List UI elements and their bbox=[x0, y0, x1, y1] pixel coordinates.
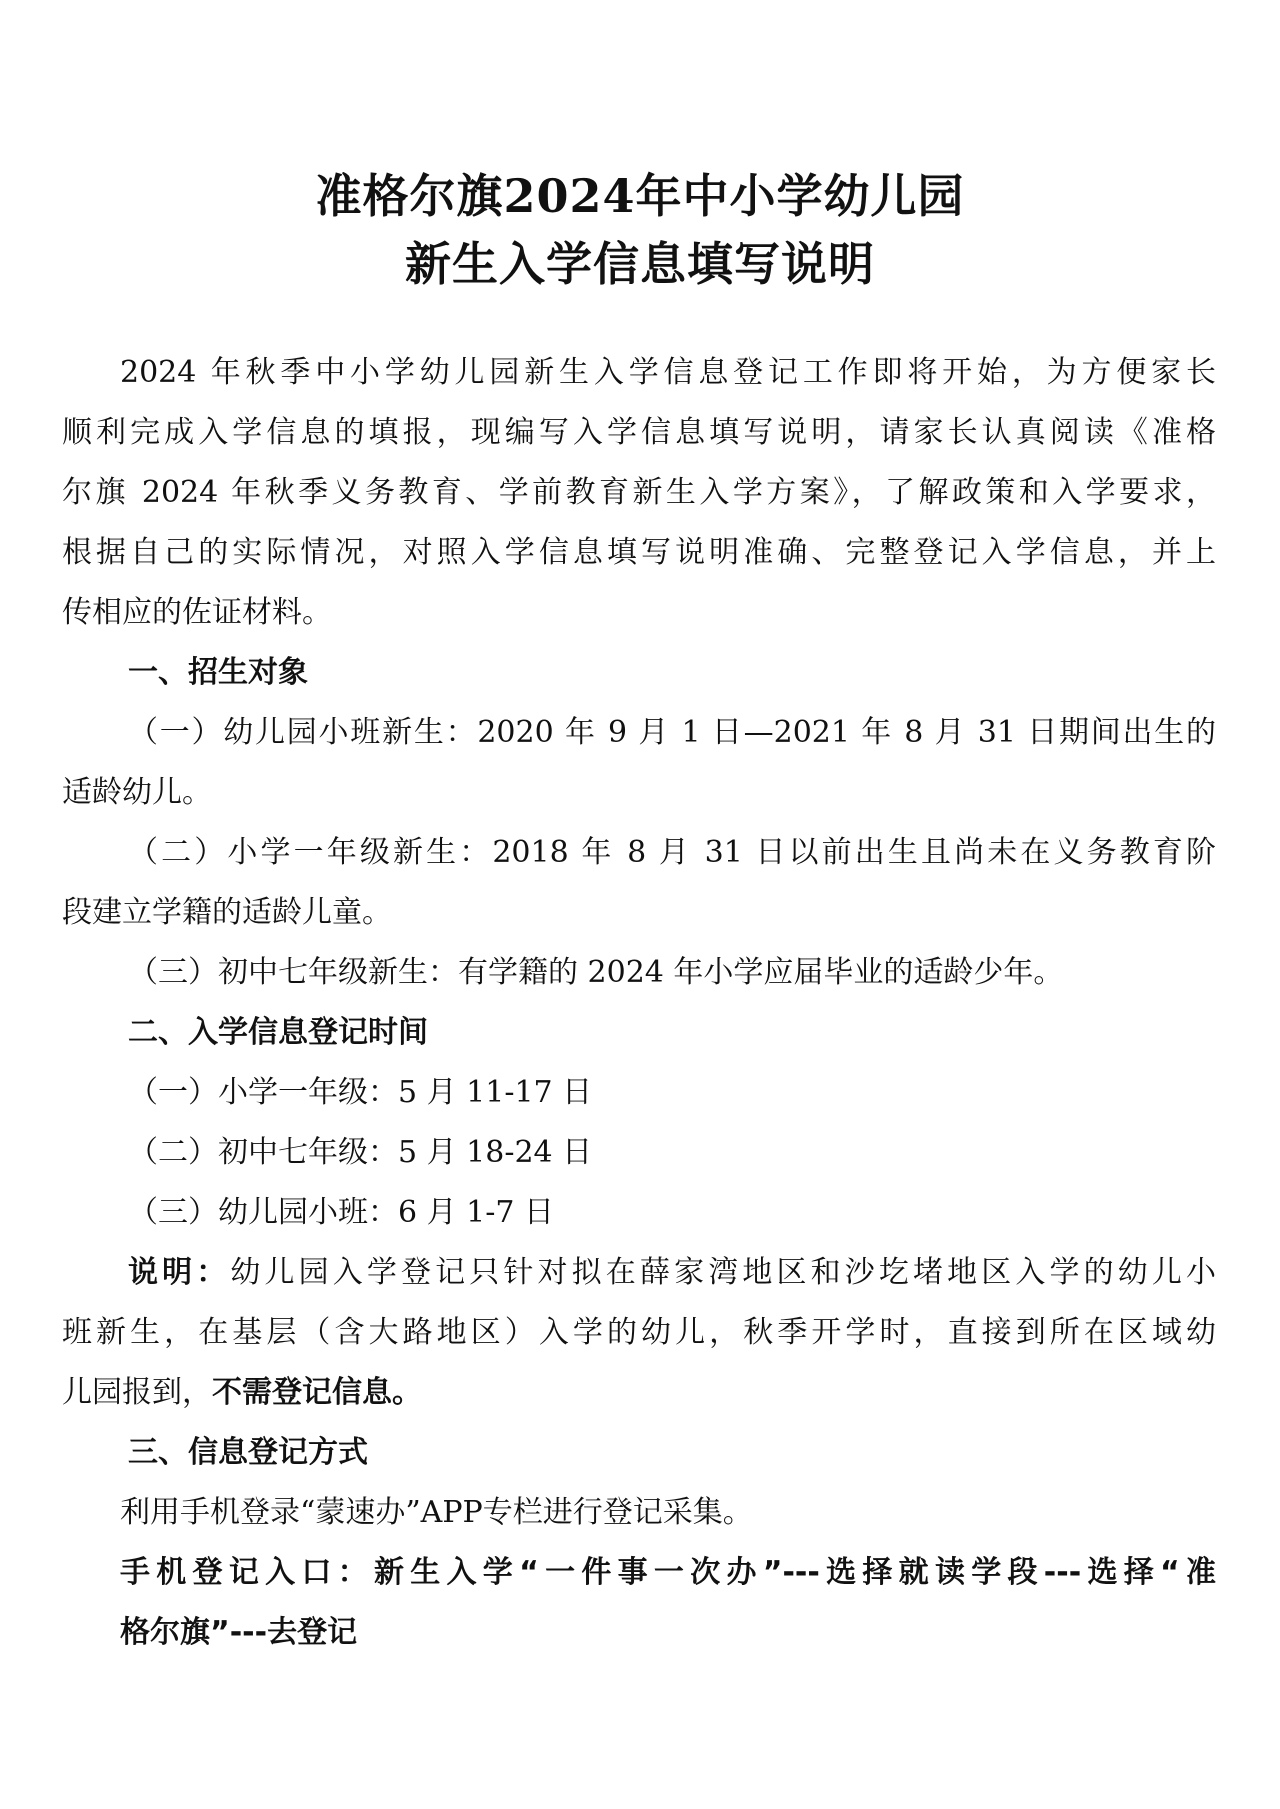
section-3-entry-line-1: 手机登记入口：新生入学“一件事一次办”---选择就读学段---选择“准 bbox=[120, 1555, 1216, 1590]
note-text: 幼儿园入学登记只针对拟在薛家湾地区和沙圪堵地区入学的幼儿小 bbox=[230, 1255, 1217, 1290]
section-3-entry-line-2: 格尔旗”---去登记 bbox=[120, 1615, 358, 1650]
section-2-item-3: （三）幼儿园小班：6 月 1-7 日 bbox=[128, 1195, 555, 1230]
section-2-heading: 二、入学信息登记时间 bbox=[128, 1015, 428, 1050]
title-line-2: 新生入学信息填写说明 bbox=[405, 237, 875, 291]
section-3-method: 利用手机登录“蒙速办”APP专栏进行登记采集。 bbox=[120, 1495, 753, 1530]
intro-line-2: 顺利完成入学信息的填报，现编写入学信息填写说明，请家长认真阅读《准格 bbox=[62, 415, 1216, 450]
section-1-heading: 一、招生对象 bbox=[128, 655, 308, 690]
note-emphasis: 不需登记信息。 bbox=[212, 1375, 422, 1410]
intro-line-5: 传相应的佐证材料。 bbox=[62, 595, 332, 630]
intro-line-4: 根据自己的实际情况，对照入学信息填写说明准确、完整登记入学信息，并上 bbox=[62, 535, 1216, 570]
intro-line-1: 2024 年秋季中小学幼儿园新生入学信息登记工作即将开始，为方便家长 bbox=[120, 355, 1216, 390]
section-2-note-line-3 bbox=[62, 1373, 422, 1413]
note-label: 说明： bbox=[128, 1255, 231, 1290]
intro-line-3: 尔旗 2024 年秋季义务教育、学前教育新生入学方案》，了解政策和入学要求， bbox=[62, 475, 1216, 510]
section-1-item-2-line-2: 段建立学籍的适龄儿童。 bbox=[62, 895, 392, 930]
section-3-heading: 三、信息登记方式 bbox=[128, 1435, 368, 1470]
section-1-item-1-line-2: 适龄幼儿。 bbox=[62, 775, 212, 810]
title-line-1: 准格尔旗2024年中小学幼儿园 bbox=[315, 169, 965, 223]
section-2-item-1: （一）小学一年级：5 月 11-17 日 bbox=[128, 1075, 593, 1110]
section-2-note-line-1 bbox=[128, 1253, 1216, 1293]
note-line-3-text: 儿园报到， bbox=[62, 1375, 212, 1410]
section-1-item-3: （三）初中七年级新生：有学籍的 2024 年小学应届毕业的适龄少年。 bbox=[128, 955, 1064, 990]
section-2-note-line-2: 班新生，在基层（含大路地区）入学的幼儿，秋季开学时，直接到所在区域幼 bbox=[62, 1315, 1216, 1350]
section-1-item-2-line-1: （二）小学一年级新生：2018 年 8 月 31 日以前出生且尚未在义务教育阶 bbox=[128, 835, 1216, 870]
section-1-item-1-line-1: （一）幼儿园小班新生：2020 年 9 月 1 日—2021 年 8 月 31 日期间出生的 bbox=[128, 715, 1216, 750]
section-2-item-2: （二）初中七年级：5 月 18-24 日 bbox=[128, 1135, 593, 1170]
